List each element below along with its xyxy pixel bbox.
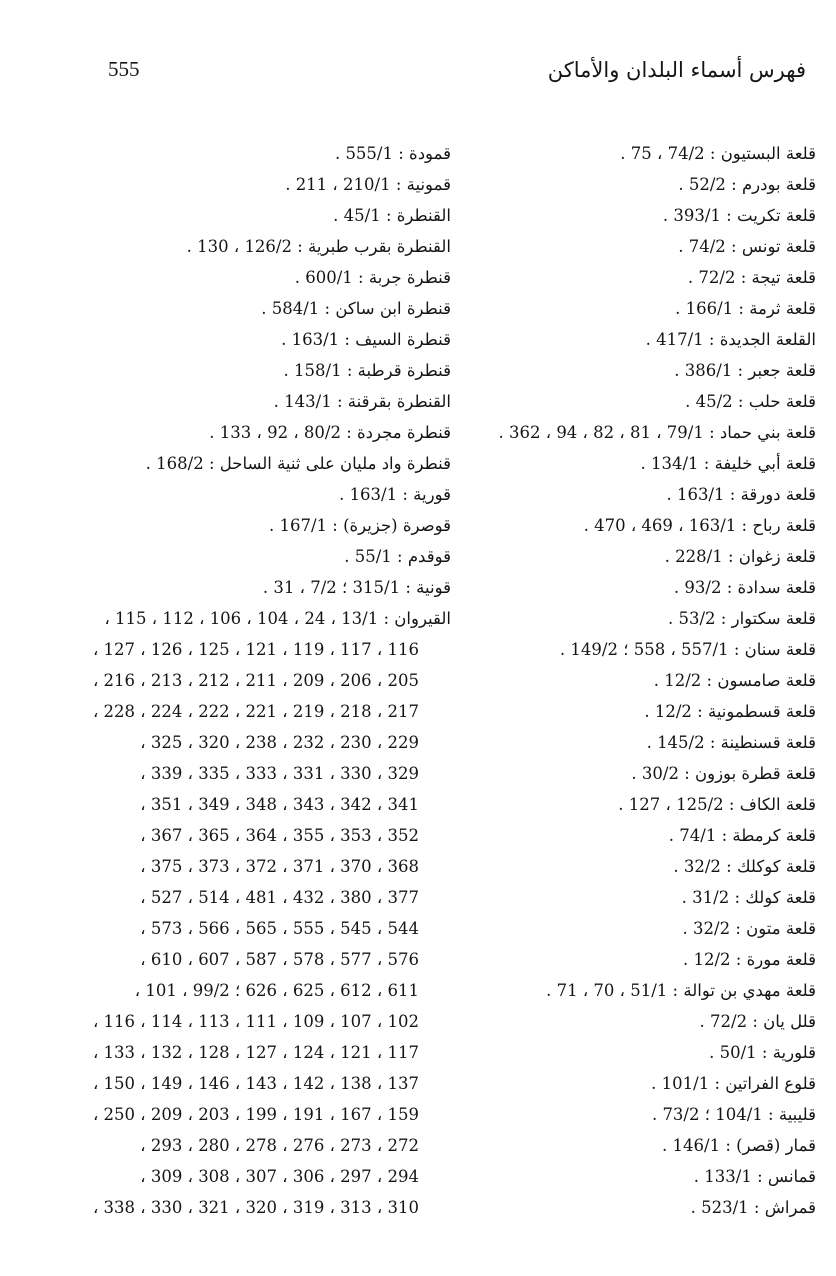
index-entry: قلعة بودرم : 52/2 . xyxy=(678,175,816,194)
index-entry: قلعة الكاف : 125/2 ، 127 . xyxy=(618,795,816,814)
index-entry-continuation: 377 ، 380 ، 432 ، 481 ، 514 ، 527 ، xyxy=(140,888,419,907)
index-entry-continuation: 611 ، 612 ، 625 ، 626 ؛ 99/2 ، 101 ، xyxy=(134,981,419,1000)
index-entry: قلعة حلب : 45/2 . xyxy=(685,392,816,411)
page-number: 555 xyxy=(108,57,140,81)
index-entry: قلورية : 50/1 . xyxy=(709,1043,816,1062)
index-entry: قلعة مهدي بن توالة : 51/1 ، 70 ، 71 . xyxy=(546,981,816,1000)
index-entry: قلعة قسطمونية : 12/2 . xyxy=(644,702,816,721)
index-entry-continuation: 102 ، 107 ، 109 ، 111 ، 113 ، 114 ، 116 ، xyxy=(92,1012,419,1031)
index-entry: قلعة سدادة : 93/2 . xyxy=(673,578,816,597)
index-entry-continuation: 205 ، 206 ، 209 ، 211 ، 212 ، 213 ، 216 ، xyxy=(92,671,419,690)
index-entry: قلعة قطرة بوزون : 30/2 . xyxy=(631,764,816,783)
index-entry-continuation: 329 ، 330 ، 331 ، 333 ، 335 ، 339 ، xyxy=(140,764,419,783)
index-entry: قليبية : 104/1 ؛ 73/2 . xyxy=(651,1105,816,1124)
index-entry: قونية : 315/1 ؛ 7/2 ، 31 . xyxy=(262,578,451,597)
index-entry-continuation: 116 ، 117 ، 119 ، 121 ، 125 ، 126 ، 127 ، xyxy=(92,640,419,659)
index-entry-continuation: 229 ، 230 ، 232 ، 238 ، 320 ، 325 ، xyxy=(140,733,419,752)
index-entry-continuation: 576 ، 577 ، 578 ، 587 ، 607 ، 610 ، xyxy=(140,950,419,969)
index-entry-continuation: 159 ، 167 ، 191 ، 199 ، 203 ، 209 ، 250 ، xyxy=(92,1105,419,1124)
index-entry: قلعة جعبر : 386/1 . xyxy=(674,361,816,380)
index-entry: قنطرة واد مليان على ثنية الساحل : 168/2 . xyxy=(145,454,451,473)
index-entry-continuation: 341 ، 342 ، 343 ، 348 ، 349 ، 351 ، xyxy=(140,795,419,814)
index-entry-continuation: 368 ، 370 ، 371 ، 372 ، 373 ، 375 ، xyxy=(140,857,419,876)
index-entry: قلعة كولك : 31/2 . xyxy=(681,888,816,907)
index-entry-continuation: 117 ، 121 ، 124 ، 127 ، 128 ، 132 ، 133 ، xyxy=(92,1043,419,1062)
index-entry-continuation: 352 ، 353 ، 355 ، 364 ، 365 ، 367 ، xyxy=(140,826,419,845)
index-entry: قلعة ثرمة : 166/1 . xyxy=(675,299,816,318)
index-entry: قلعة رباح : 163/1 ، 469 ، 470 . xyxy=(583,516,816,535)
index-entry: قنطرة السيف : 163/1 . xyxy=(281,330,451,349)
index-entry: قمراش : 523/1 . xyxy=(690,1198,816,1217)
index-entry: القيروان : 13/1 ، 24 ، 104 ، 106 ، 112 ، 115 ، xyxy=(104,609,451,628)
index-entry: قلعة قسنطينة : 145/2 . xyxy=(646,733,816,752)
index-entry: قلعة مورة : 12/2 . xyxy=(683,950,816,969)
index-entry-continuation: 544 ، 545 ، 555 ، 565 ، 566 ، 573 ، xyxy=(140,919,419,938)
index-entry: قنطرة جربة : 600/1 . xyxy=(294,268,451,287)
index-entry: قلعة صامسون : 12/2 . xyxy=(653,671,816,690)
index-entry-continuation: 217 ، 218 ، 219 ، 221 ، 222 ، 224 ، 228 ، xyxy=(92,702,419,721)
index-entry: قورية : 163/1 . xyxy=(339,485,451,504)
index-entry: قنطرة قرطبة : 158/1 . xyxy=(283,361,451,380)
index-entry: قلعة كوكلك : 32/2 . xyxy=(673,857,816,876)
index-entry: قلل يان : 72/2 . xyxy=(699,1012,816,1031)
index-entry: قمونية : 210/1 ، 211 . xyxy=(285,175,451,194)
index-entry-continuation: 294 ، 297 ، 306 ، 307 ، 308 ، 309 ، xyxy=(140,1167,419,1186)
index-entry: قلعة متون : 32/2 . xyxy=(682,919,816,938)
left-index-column xyxy=(92,138,451,1223)
index-entry: القنطرة بقرقنة : 143/1 . xyxy=(273,392,451,411)
index-entry: قلوع الفراتين : 101/1 . xyxy=(651,1074,816,1093)
index-entry: قنطرة ابن ساكن : 584/1 . xyxy=(261,299,451,318)
index-entry: قلعة كرمطة : 74/1 . xyxy=(668,826,816,845)
index-entry: القنطرة بقرب طبرية : 126/2 ، 130 . xyxy=(186,237,451,256)
index-entry: قلعة أبي خليفة : 134/1 . xyxy=(640,454,816,473)
index-entry: قلعة تكريت : 393/1 . xyxy=(662,206,816,225)
index-entry: قوصرة (جزيرة) : 167/1 . xyxy=(268,516,451,535)
right-index-column xyxy=(486,138,816,1223)
index-entry-continuation: 137 ، 138 ، 142 ، 143 ، 146 ، 149 ، 150 ، xyxy=(92,1074,419,1093)
index-entry-continuation: 272 ، 273 ، 276 ، 278 ، 280 ، 293 ، xyxy=(140,1136,419,1155)
index-entry: القنطرة : 45/1 . xyxy=(333,206,451,225)
index-entry: قمودة : 555/1 . xyxy=(334,144,451,163)
index-entry-continuation: 310 ، 313 ، 319 ، 320 ، 321 ، 330 ، 338 ، xyxy=(92,1198,419,1217)
index-entry: قلعة تونس : 74/2 . xyxy=(678,237,816,256)
index-entry: القلعة الجديدة : 417/1 . xyxy=(645,330,816,349)
index-entry: قلعة سنان : 557/1 ، 558 ؛ 149/2 . xyxy=(559,640,816,659)
index-entry: قلعة سكتوار : 53/2 . xyxy=(667,609,816,628)
index-entry: قمار (قصر) : 146/1 . xyxy=(662,1136,816,1155)
index-entry: قلعة تيجة : 72/2 . xyxy=(687,268,816,287)
index-entry: قنطرة مجردة : 80/2 ، 92 ، 133 . xyxy=(209,423,451,442)
running-title: فهرس أسماء البلدان والأماكن xyxy=(547,58,806,82)
index-entry: قلعة بني حماد : 79/1 ، 81 ، 82 ، 94 ، 362 . xyxy=(498,423,816,442)
index-entry: قلعة زغوان : 228/1 . xyxy=(664,547,816,566)
index-entry: قمانس : 133/1 . xyxy=(693,1167,816,1186)
index-entry: قوقدم : 55/1 . xyxy=(344,547,451,566)
index-entry: قلعة دورقة : 163/1 . xyxy=(666,485,816,504)
index-entry: قلعة البستيون : 74/2 ، 75 . xyxy=(620,144,816,163)
